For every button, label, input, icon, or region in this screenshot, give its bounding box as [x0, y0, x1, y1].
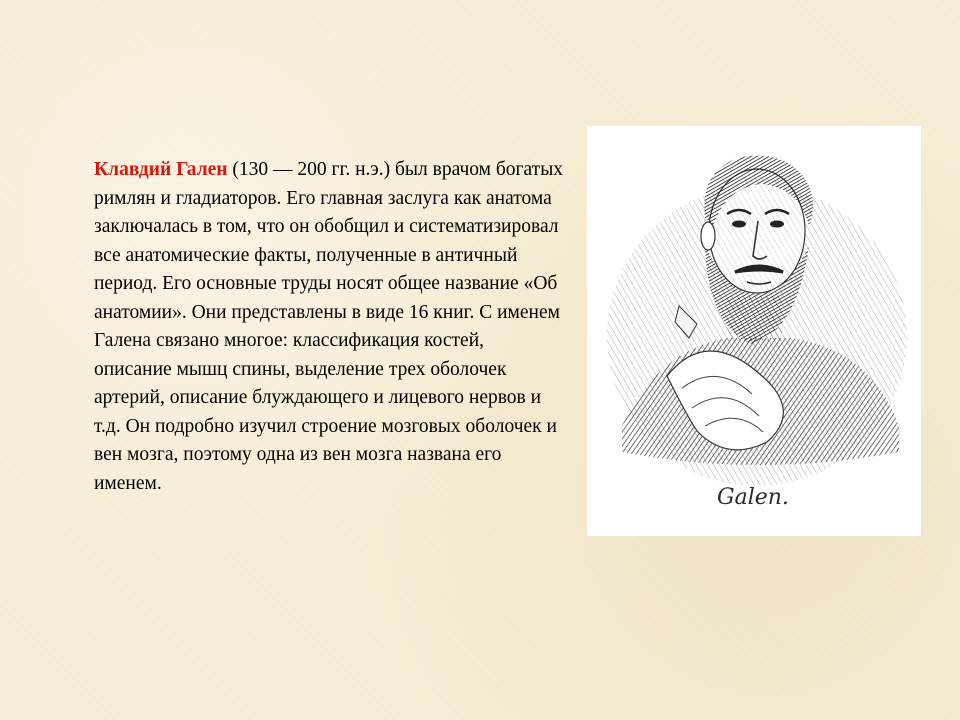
- portrait-signature: Galen.: [717, 485, 789, 510]
- portrait-engraving: [587, 126, 921, 536]
- galen-portrait: [587, 126, 921, 536]
- biography-text: (130 — 200 гг. н.э.) был врачом богатых римлян и гладиаторов. Его главная заслуга как анатома заключалась в том, что он обобщил и систематизировал все анатомические факты, полученные в античный период. Его основные труды носят общее название «Об анатомии». Они представлены в виде 16 книг. С именем Галена связано многое: классификация костей, описание мышц спины, выделение трех оболочек артерий, описание блуждающего и лицевого нервов и т.д. Он подробно изучил строение мозговых оболочек и вен мозга, поэтому одна из вен мозга названа его именем.: [94, 159, 564, 494]
- person-name: Клавдий Гален: [94, 159, 228, 180]
- biography-paragraph: [94, 156, 564, 498]
